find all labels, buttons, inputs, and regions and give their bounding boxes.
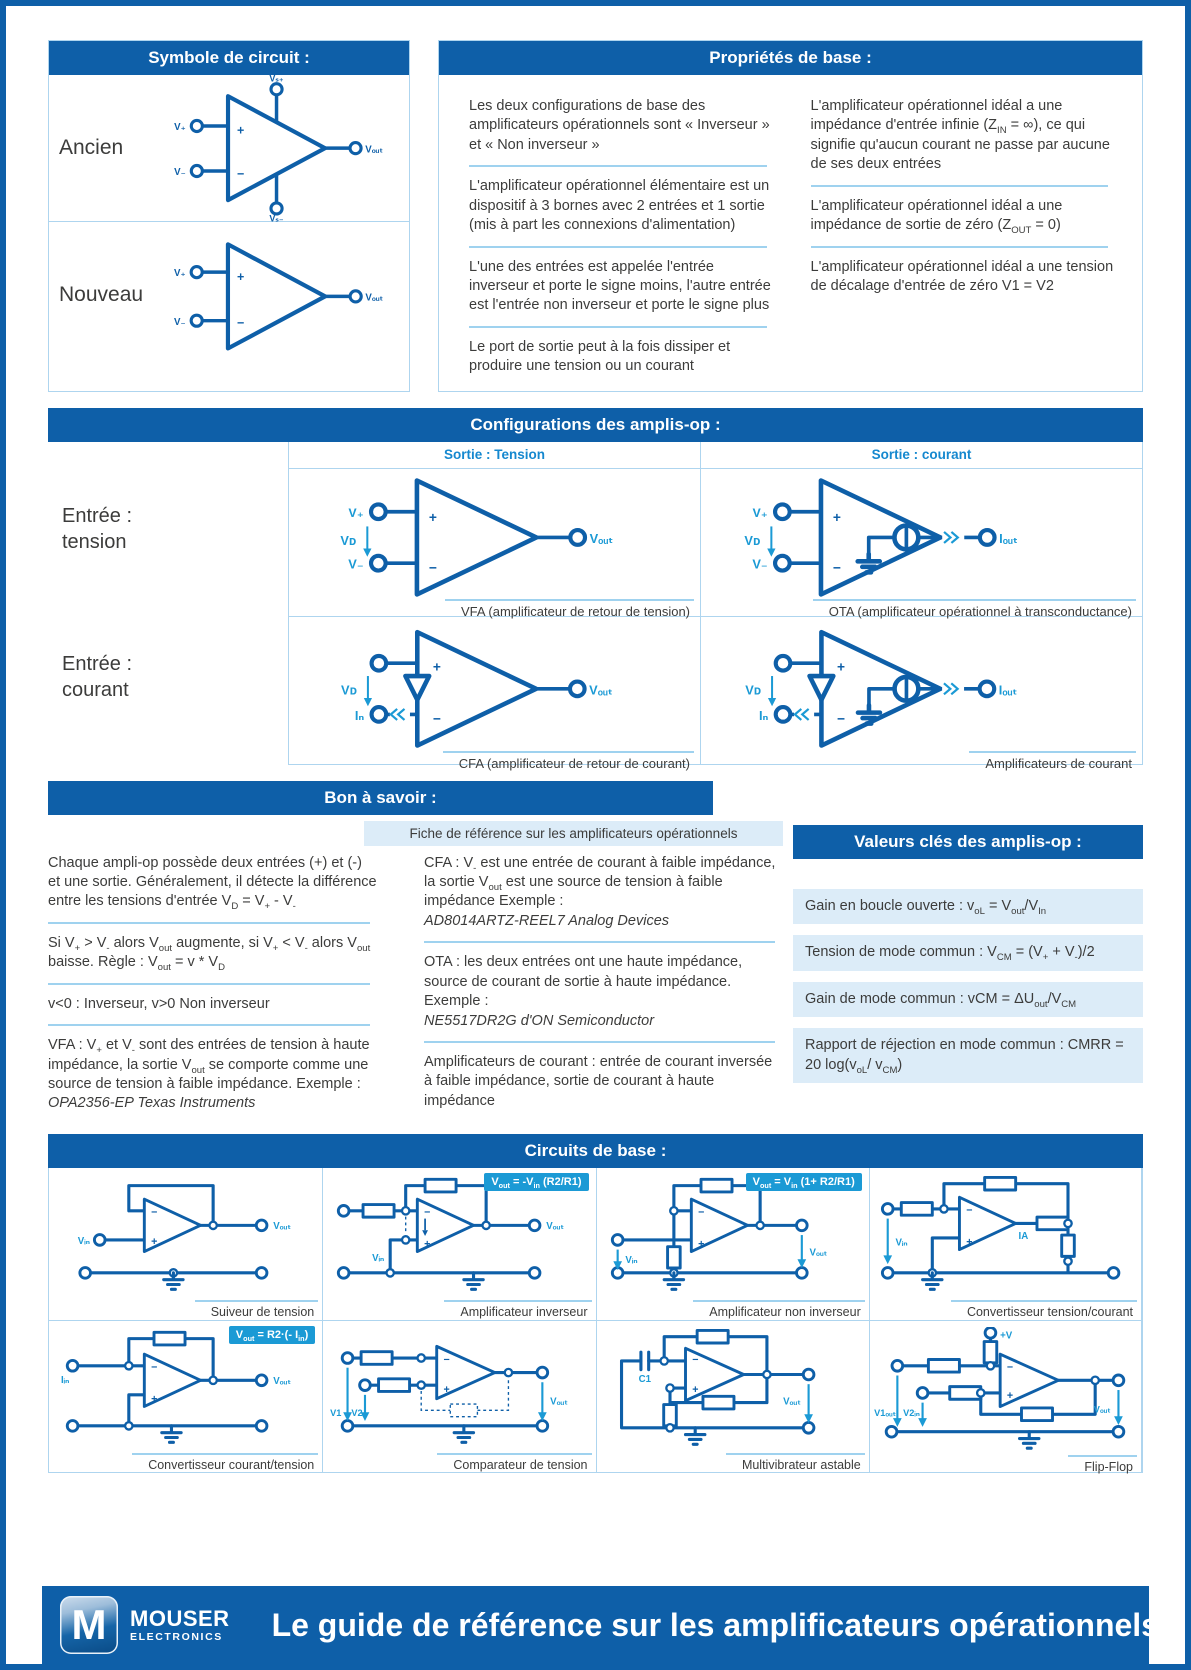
plus-sign: + xyxy=(236,269,245,284)
ota-cell xyxy=(700,469,1143,617)
circuit-caption: Multivibrateur astable xyxy=(726,1453,865,1476)
label-vplus: V₊ xyxy=(174,121,186,133)
old-symbol-row xyxy=(49,75,409,221)
vfa-cell xyxy=(288,469,700,617)
label-v2: V2 xyxy=(351,1408,364,1419)
tip-item: v<0 : Inverseur, v>0 Non inverseur xyxy=(48,995,270,1012)
plus-sign: + xyxy=(443,1383,451,1396)
tip-item: Amplificateurs de courant : entrée de courant inversée à faible impédance, sortie de courant à haute impédance xyxy=(424,1054,773,1109)
footer-bar xyxy=(42,1586,1159,1664)
label-plus-v: +V xyxy=(1000,1330,1013,1342)
old-symbol-label: Ancien xyxy=(59,136,124,159)
non-inverting-amplifier-diagram xyxy=(602,1174,864,1300)
divider xyxy=(48,922,370,924)
ota-diagram xyxy=(729,475,1115,599)
property-item: Les deux configurations de base des amplificateurs opérationnels sont « Inverseur » et « Non inverseur » xyxy=(469,98,770,153)
basic-properties-title: Propriétés de base : xyxy=(439,41,1142,75)
row-header-current-input: Entrée : courant xyxy=(62,652,133,701)
current-amplifier-diagram xyxy=(729,623,1115,751)
label-vout: Vₒᵤₜ xyxy=(589,530,613,546)
plus-sign: + xyxy=(150,1235,157,1248)
label-vminus: V₋ xyxy=(174,166,186,178)
new-opamp-symbol-diagram xyxy=(155,236,405,354)
property-item: L'amplificateur opérationnel idéal a une impédance d'entrée infinie ($Z_{IN}$ = ∞), ce qui signifie qu'aucun courant ne passe par aucune de ses deux entrées xyxy=(810,98,1110,173)
astable-multivibrator-diagram xyxy=(602,1327,864,1453)
label-vout: Vₒᵤₜ xyxy=(365,143,384,155)
plus-sign: + xyxy=(691,1383,699,1396)
row-header-voltage-input: Entrée : tension xyxy=(62,504,133,553)
opamp-configurations-section xyxy=(48,408,1143,771)
label-vplus: V₊ xyxy=(751,504,768,520)
label-vout: Vₒᵤₜ xyxy=(272,1376,291,1388)
label-vout: Vₒᵤₜ xyxy=(782,1396,801,1408)
good-to-know-panel xyxy=(48,781,783,1114)
current-amplifier-cell xyxy=(700,617,1143,771)
label-in: Iₙ xyxy=(758,707,768,723)
label-iout: Iₒᵤₜ xyxy=(998,681,1017,697)
label-vminus: V₋ xyxy=(347,556,364,572)
current-to-voltage-converter-diagram xyxy=(55,1327,317,1453)
label-vout: Vₒᵤₜ xyxy=(272,1221,291,1233)
current-amplifier-caption: Amplificateurs de courant xyxy=(969,751,1136,775)
inverting-amplifier-cell xyxy=(322,1168,595,1320)
plus-sign: + xyxy=(697,1238,704,1251)
label-vout: Vₒᵤₜ xyxy=(546,1221,565,1233)
minus-sign: − xyxy=(966,1204,973,1217)
brand-subname: ELECTRONICS xyxy=(130,1630,223,1643)
label-vd: Vᴅ xyxy=(743,532,760,548)
minus-sign: − xyxy=(697,1206,704,1219)
minus-sign: − xyxy=(1007,1361,1014,1374)
label-iin: Iᵢₙ xyxy=(60,1375,70,1387)
middle-section xyxy=(48,781,1143,1114)
voltage-follower-cell xyxy=(49,1168,322,1320)
basic-properties-panel xyxy=(438,40,1143,392)
label-vout: Vₒᵤₜ xyxy=(809,1247,827,1259)
label-iout: Iₒᵤₜ xyxy=(998,530,1018,546)
plus-sign: + xyxy=(237,122,245,137)
formula-box: $V_{out} = V_{in}$ (1+ R2/R1) xyxy=(746,1173,862,1191)
voltage-to-current-converter-cell xyxy=(869,1168,1142,1320)
cfa-diagram xyxy=(325,623,665,751)
label-vin: Vᵢₙ xyxy=(625,1255,638,1267)
divider xyxy=(48,983,370,985)
properties-left-column xyxy=(469,97,775,377)
minus-sign: − xyxy=(832,560,841,576)
voltage-comparator-diagram xyxy=(328,1327,590,1453)
flip-flop-cell xyxy=(869,1320,1142,1472)
plus-sign: + xyxy=(966,1236,973,1249)
tip-item: Si $V_+ > V_-$ alors $V_{out}$ augmente, si $V_+ < V_-$ alors $V_{out}$ baisse. Règle : $V_{out} = v * V_D$ xyxy=(48,934,371,974)
circuit-caption: Convertisseur courant/tension xyxy=(132,1453,318,1476)
current-to-voltage-converter-cell xyxy=(49,1320,322,1472)
circuit-symbol-panel xyxy=(48,40,410,392)
old-opamp-symbol-diagram xyxy=(155,74,405,223)
label-c1: C1 xyxy=(638,1374,651,1386)
key-values-title: Valeurs clés des amplis-op : xyxy=(793,825,1143,859)
column-header-voltage-output: Sortie : Tension xyxy=(288,442,700,469)
label-vin: Vᵢₙ xyxy=(895,1237,909,1249)
tip-item: VFA : $V_+$ et $V_-$ sont des entrées de tension à haute impédance, la sortie $V_{out}$ se comporte comme une source de tension à faible impédance. Exemple : OPA2356-EP Texas Instruments xyxy=(48,1037,370,1112)
label-vsminus: Vₛ₋ xyxy=(269,213,284,223)
divider xyxy=(811,185,1109,187)
good-to-know-title: Bon à savoir : xyxy=(48,781,713,815)
plus-sign: + xyxy=(432,659,441,675)
minus-sign: − xyxy=(428,560,437,576)
label-in: Iₙ xyxy=(354,707,364,723)
key-value-item: Rapport de réjection en mode commun : CMRR = 20 $\log(v_{oL}/$ $v_{CM}$) xyxy=(793,1028,1143,1083)
properties-right-column xyxy=(811,97,1117,377)
plus-sign: + xyxy=(424,1238,431,1251)
property-item: Le port de sortie peut à la fois dissiper et produire une tension ou un courant xyxy=(469,338,731,375)
top-section xyxy=(48,40,1143,392)
circuit-symbol-title: Symbole de circuit : xyxy=(49,41,409,75)
tips-right-column xyxy=(400,854,783,1114)
label-vplus: V₊ xyxy=(347,504,364,520)
property-item: L'amplificateur opérationnel idéal a une tension de décalage d'entrée de zéro V1 = V2 xyxy=(810,258,1114,294)
circuit-caption: Comparateur de tension xyxy=(437,1453,591,1476)
label-vout: Vₒᵤₜ xyxy=(550,1396,569,1408)
plus-sign: + xyxy=(428,509,437,525)
label-ia: IA xyxy=(1018,1230,1029,1242)
key-value-item: Gain en boucle ouverte : $v_{oL} = V_{out}/V_{In}$ xyxy=(793,889,1143,925)
label-vd: Vᴅ xyxy=(339,532,356,548)
divider xyxy=(424,1041,775,1043)
label-vplus: V₊ xyxy=(174,267,186,279)
tip-item: Chaque ampli-op possède deux entrées (+) et (-) et une sortie. Généralement, il détecte la différence entre les tensions d'entrée $V_D = V_+ - V_-$ xyxy=(48,854,377,913)
divider xyxy=(469,165,767,167)
basic-circuits-section xyxy=(48,1134,1143,1473)
plus-sign: + xyxy=(836,659,845,675)
voltage-to-current-converter-diagram xyxy=(874,1174,1136,1300)
label-vout: Vₒᵤₜ xyxy=(588,681,613,697)
label-vminus: V₋ xyxy=(751,556,768,572)
cfa-cell xyxy=(288,617,700,771)
minus-sign: − xyxy=(836,711,845,727)
circuit-caption: Suiveur de tension xyxy=(195,1300,319,1323)
basic-circuits-title: Circuits de base : xyxy=(48,1134,1143,1168)
column-header-current-output: Sortie : courant xyxy=(700,442,1143,469)
minus-sign: − xyxy=(424,1206,431,1219)
circuit-caption: Amplificateur non inverseur xyxy=(693,1300,864,1323)
minus-sign: − xyxy=(237,166,245,181)
plus-sign: + xyxy=(150,1393,157,1406)
label-vsplus: Vₛ₊ xyxy=(269,73,284,84)
label-vd: Vᴅ xyxy=(744,681,761,697)
label-v2in: V2ᵢₙ xyxy=(903,1408,921,1419)
divider xyxy=(469,246,767,248)
minus-sign: − xyxy=(691,1353,699,1366)
divider xyxy=(424,941,775,943)
divider xyxy=(469,326,767,328)
tips-left-column xyxy=(48,854,378,1114)
property-item: L'une des entrées est appelée l'entrée inverseur et porte le signe moins, l'autre entrée est l'entrée non inverseur et porte le signe plus xyxy=(469,258,771,314)
label-vminus: V₋ xyxy=(174,316,186,328)
label-vin: Vᵢₙ xyxy=(372,1253,385,1265)
vfa-diagram xyxy=(325,475,665,599)
new-symbol-label: Nouveau xyxy=(59,282,144,306)
property-item: L'amplificateur opérationnel idéal a une impédance de sortie de zéro $(Z_{OUT} = 0)$ xyxy=(810,197,1063,236)
label-v1: V1 xyxy=(330,1408,342,1419)
key-value-item: Gain de mode commun : vCM = $\Delta U_{out}/V_{CM}$ xyxy=(793,982,1143,1018)
ota-caption: OTA (amplificateur opérationnel à transconductance) xyxy=(813,599,1136,623)
circuit-caption: Amplificateur inverseur xyxy=(444,1300,591,1323)
tip-item: OTA : les deux entrées ont une haute impédance, source de courant de sortie à haute impédance. Exemple : NE5517DR2G d'ON Semiconductor xyxy=(424,954,743,1029)
mouser-logo: M xyxy=(60,1596,118,1654)
key-values-panel xyxy=(793,825,1143,1114)
plus-sign: + xyxy=(832,509,841,525)
label-v1out: V1ₒᵤₜ xyxy=(874,1408,897,1419)
vfa-caption: VFA (amplificateur de retour de tension) xyxy=(445,599,694,623)
plus-sign: + xyxy=(1007,1389,1014,1402)
minus-sign: − xyxy=(432,711,441,727)
voltage-follower-diagram xyxy=(55,1174,317,1300)
astable-multivibrator-cell xyxy=(596,1320,869,1472)
minus-sign: − xyxy=(236,315,245,330)
inverting-amplifier-diagram xyxy=(328,1174,590,1300)
non-inverting-amplifier-cell xyxy=(596,1168,869,1320)
minus-sign: − xyxy=(443,1353,451,1366)
label-vin: Vᵢₙ xyxy=(77,1235,90,1247)
formula-box: $V_{out} = -V_{in}$ (R2/R1) xyxy=(484,1173,588,1191)
voltage-comparator-cell xyxy=(322,1320,595,1472)
divider xyxy=(811,246,1109,248)
formula-box: $V_{out} = R2\cdot(-$ $I_{in}$) xyxy=(229,1326,315,1344)
minus-sign: − xyxy=(150,1206,157,1219)
mouser-brand-text xyxy=(130,1605,230,1643)
flip-flop-diagram xyxy=(874,1327,1136,1455)
label-vout: Vₒᵤₜ xyxy=(365,292,384,304)
label-vd: Vᴅ xyxy=(340,681,357,697)
configurations-title: Configurations des amplis-op : xyxy=(48,408,1143,442)
cfa-caption: CFA (amplificateur de retour de courant) xyxy=(443,751,694,775)
key-value-item: Tension de mode commun : $V_{CM} = (V_+ + V_-)/2$ xyxy=(793,935,1143,971)
tip-item: CFA : $V_-$ est une entrée de courant à faible impédance, la sortie $V_{out}$ est une source de tension à faible impédance Exemple : AD8014ARTZ-REEL7 Analog Devices xyxy=(424,854,776,929)
divider xyxy=(48,1024,370,1026)
property-item: L'amplificateur opérationnel élémentaire est un dispositif à 3 bornes avec 2 entrées et 1 sortie (mis à part les connexions d'alimentation) xyxy=(469,178,770,234)
circuit-caption: Convertisseur tension/courant xyxy=(951,1300,1137,1323)
circuit-caption: Flip-Flop xyxy=(1068,1455,1137,1478)
label-vout: Vₒᵤₜ xyxy=(1094,1404,1112,1415)
reference-sheet-banner: Fiche de référence sur les amplificateurs opérationnels xyxy=(364,821,783,846)
minus-sign: − xyxy=(150,1361,157,1374)
new-symbol-row xyxy=(49,221,409,367)
brand-name: MOUSER xyxy=(130,1605,230,1631)
document-title: Le guide de référence sur les amplificateurs opérationnels xyxy=(271,1606,1159,1643)
